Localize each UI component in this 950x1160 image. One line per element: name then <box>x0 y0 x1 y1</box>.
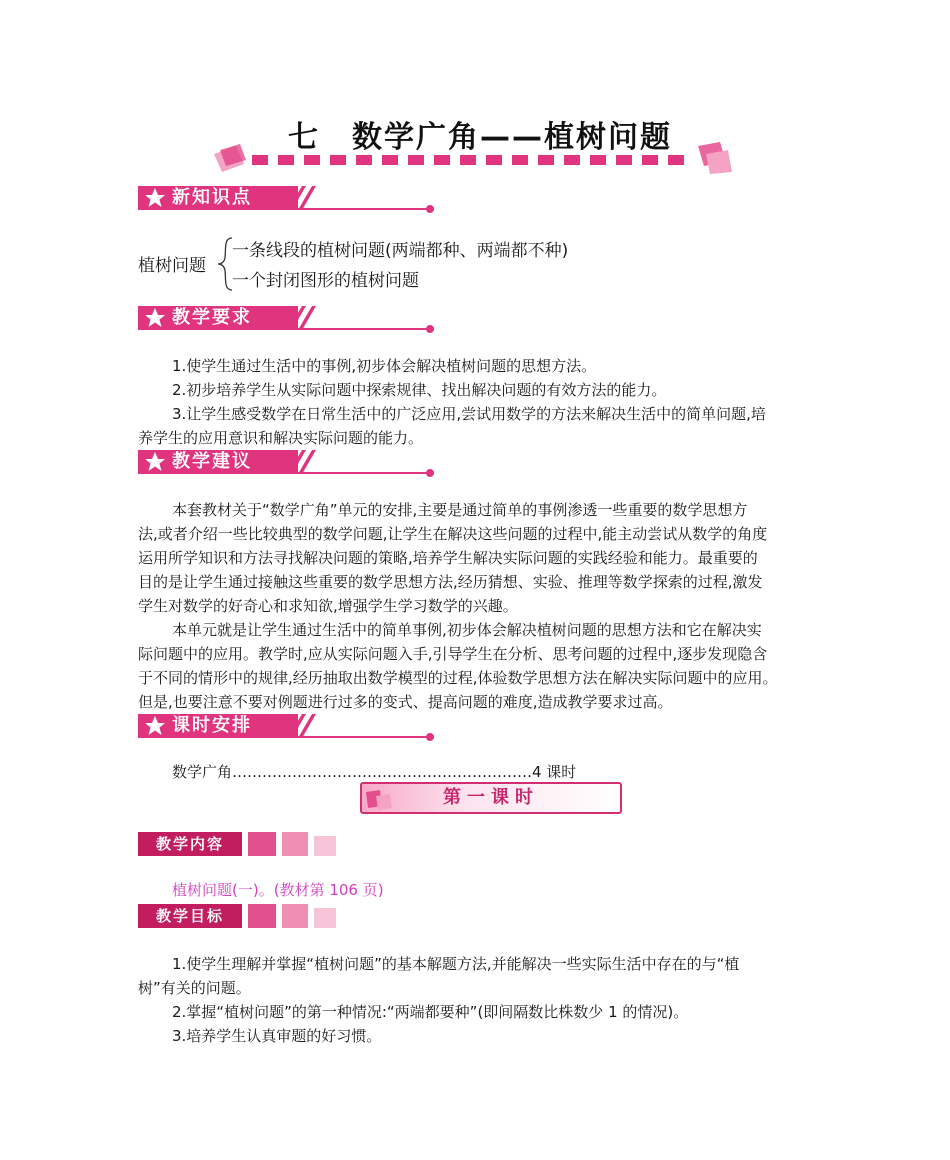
knowledge-item: 一个封闭图形的植树问题 <box>232 271 419 291</box>
suggestion-line: 法,或者介绍一些比较典型的数学问题,让学生在解决这些问题的过程中,能主动尝试从数学的角度 <box>138 525 768 543</box>
tag-square <box>282 832 308 856</box>
star-icon <box>144 451 166 473</box>
slash-decoration <box>288 186 318 210</box>
section-dot <box>426 733 434 741</box>
section-underline <box>298 736 428 738</box>
requirement-line: 养学生的应用意识和解决实际问题的能力。 <box>138 429 424 447</box>
goals-tag <box>138 904 338 928</box>
tag-square <box>248 832 276 856</box>
suggestion-line: 于不同的情形中的规律,经历抽取出数学模型的过程,体验数学思想方法在解决实际问题中的应用。 <box>138 669 778 687</box>
section-underline <box>298 328 428 330</box>
slash-decoration <box>288 306 318 330</box>
requirement-line: 1.使学生通过生活中的事例,初步体会解决植树问题的思想方法。 <box>172 357 597 375</box>
content-tag <box>138 832 338 856</box>
requirement-line: 3.让学生感受数学在日常生活中的广泛应用,尝试用数学的方法来解决生活中的简单问题,培 <box>172 405 766 423</box>
suggestion-line: 本单元就是让学生通过生活中的简单事例,初步体会解决植树问题的思想方法和它在解决实 <box>172 621 762 639</box>
page-title: 七 数学广角——植树问题 <box>288 120 672 155</box>
tag-square <box>248 904 276 928</box>
suggestion-line: 学生对数学的好奇心和求知欲,增强学生学习数学的兴趣。 <box>138 597 518 615</box>
suggestion-line: 际问题中的应用。教学时,应从实际问题入手,引导学生在分析、思考问题的过程中,逐步发现隐含 <box>138 645 768 663</box>
section-label: 教学建议 <box>138 450 298 474</box>
suggestion-line: 但是,也要注意不要对例题进行过多的变式、提高问题的难度,造成教学要求过高。 <box>138 693 673 711</box>
tag-square <box>282 904 308 928</box>
suggestion-line: 运用所学知识和方法寻找解决问题的策略,培养学生解决实际问题的实践经验和能力。最重要的 <box>138 549 758 567</box>
slash-decoration <box>288 714 318 738</box>
section-header-new-knowledge <box>138 186 438 216</box>
goals-tag-label: 教学目标 <box>138 904 242 928</box>
lesson-banner <box>360 782 622 814</box>
knowledge-label: 植树问题 <box>138 256 206 276</box>
slash-decoration <box>288 450 318 474</box>
title-decoration-bar <box>214 142 734 176</box>
knowledge-item: 一条线段的植树问题(两端都种、两端都不种) <box>232 241 569 261</box>
section-label: 新知识点 <box>138 186 298 210</box>
suggestion-line: 目的是让学生通过接触这些重要的数学思想方法,经历猜想、实验、推理等数学探索的过程,激发 <box>138 573 763 591</box>
section-dot <box>426 205 434 213</box>
requirement-line: 2.初步培养学生从实际问题中探索规律、找出解决问题的有效方法的能力。 <box>172 381 667 399</box>
star-icon <box>144 187 166 209</box>
goal-line: 3.培养学生认真审题的好习惯。 <box>172 1027 382 1045</box>
star-icon <box>144 715 166 737</box>
goal-line: 树”有关的问题。 <box>138 979 251 997</box>
goal-line: 1.使学生理解并掌握“植树问题”的基本解题方法,并能解决一些实际生活中存在的与“植 <box>172 955 740 973</box>
content-text: 植树问题(一)。(教材第 106 页) <box>172 881 384 899</box>
section-underline <box>298 208 428 210</box>
section-dot <box>426 325 434 333</box>
content-tag-label: 教学内容 <box>138 832 242 856</box>
tag-square <box>314 908 336 928</box>
suggestion-line: 本套教材关于“数学广角”单元的安排,主要是通过简单的事例渗透一些重要的数学思想方 <box>172 501 748 519</box>
section-dot <box>426 469 434 477</box>
section-label: 课时安排 <box>138 714 298 738</box>
star-icon <box>144 307 166 329</box>
section-header-schedule <box>138 714 438 744</box>
section-header-suggestions <box>138 450 438 480</box>
schedule-line: 数学广角……………………………………………………4 课时 <box>172 763 577 781</box>
section-underline <box>298 472 428 474</box>
section-label: 教学要求 <box>138 306 298 330</box>
section-header-requirements <box>138 306 438 336</box>
tag-square <box>314 836 336 856</box>
goal-line: 2.掌握“植树问题”的第一种情况:“两端都要种”(即间隔数比株数少 1 的情况)。 <box>172 1003 689 1021</box>
lesson-banner-text: 第一课时 <box>443 787 539 808</box>
